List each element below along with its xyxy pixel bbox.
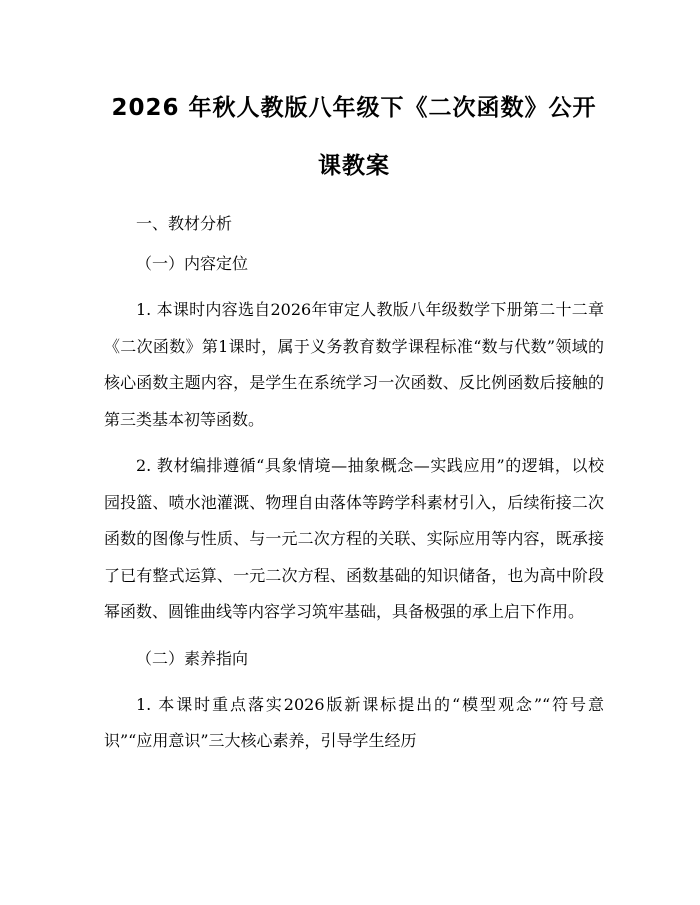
- title-line-2: 课教案: [318, 153, 390, 179]
- paragraph-3: 1. 本课时重点落实2026版新课标提出的“模型观念”“符号意识”“应用意识”三大核心素养，引导学生经历: [104, 694, 604, 750]
- paragraph-1: 1. 本课时内容选自2026年审定人教版八年级数学下册第二十二章《二次函数》第1课时，属于义务教育数学课程标准“数与代数”领域的核心函数主题内容，是学生在系统学习一次函数、反比例函数后接触的第三类基本初等函数。: [104, 300, 604, 429]
- subsection-heading-content-positioning: （一）内容定位: [136, 254, 249, 273]
- subsection-heading-literacy-orientation: （二）素养指向: [136, 648, 249, 668]
- title-line-1: 2026 年秋人教版八年级下《二次函数》公开: [111, 95, 597, 121]
- section-heading-textbook-analysis: 一、教材分析: [136, 214, 233, 233]
- paragraph-2: 2. 教材编排遵循“具象情境—抽象概念—实践应用”的逻辑，以校园投篮、喷水池灌溉、物理自由落体等跨学科素材引入，后续衔接二次函数的图像与性质、与一元二次方程的关联、实际应用等内容，既承接了已有整式运算、一元二次方程、函数基础的知识储备，也为高中阶段幂函数、圆锥曲线等内容学习筑牢基础，具备极强的承上启下作用。: [104, 456, 604, 621]
- document-title: [104, 82, 604, 192]
